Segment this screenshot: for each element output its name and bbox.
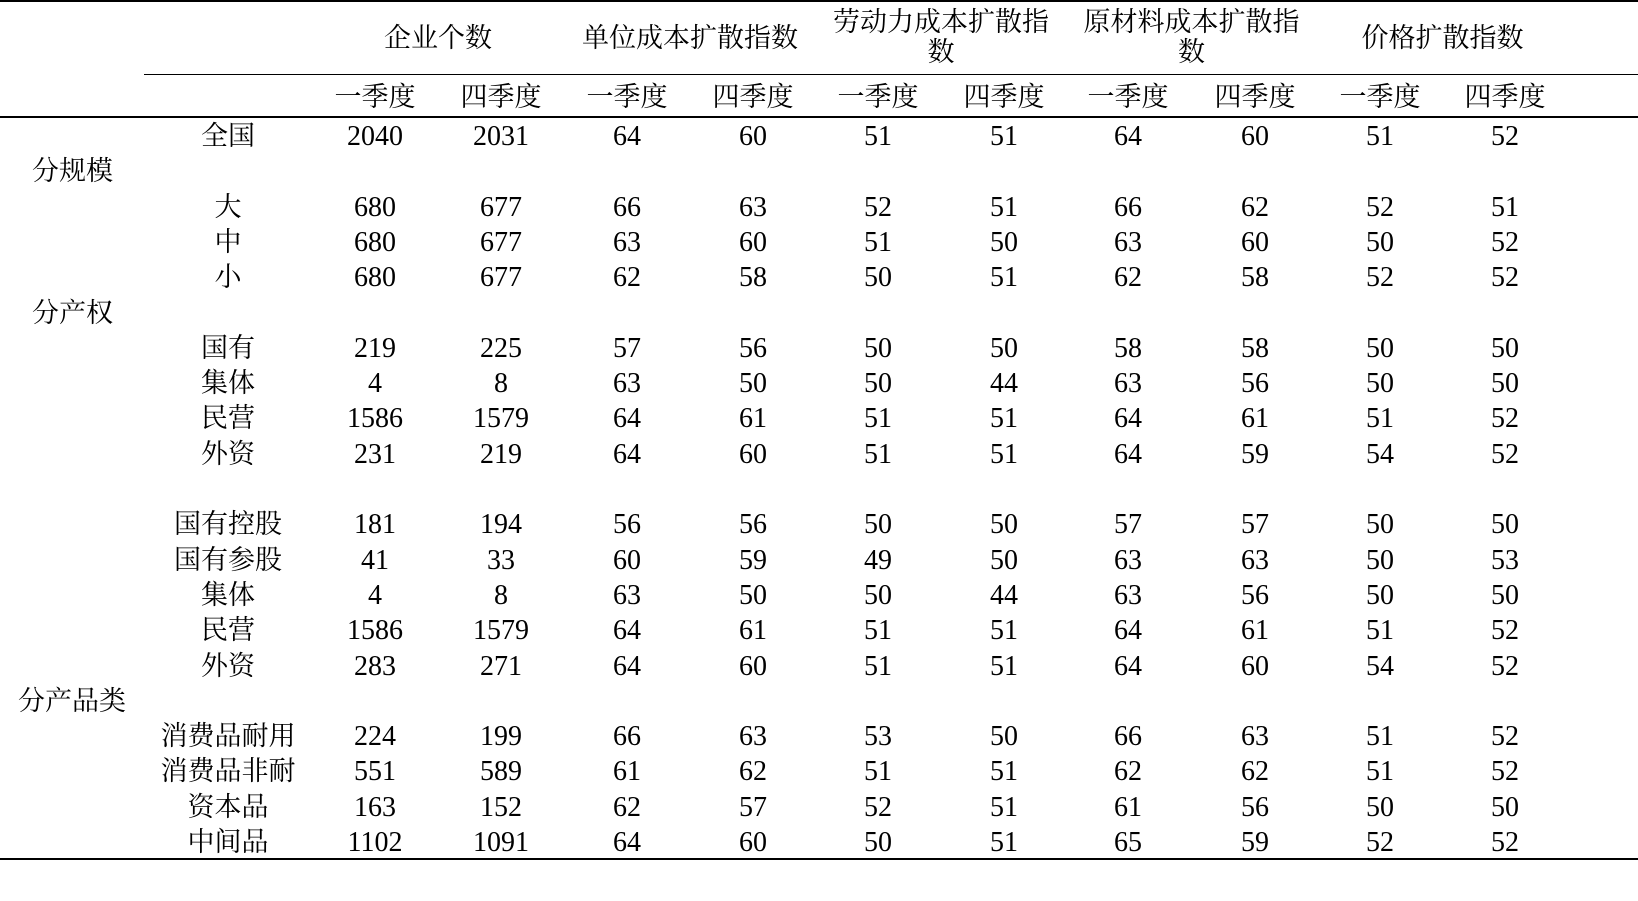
table-cell: 51 <box>864 756 892 788</box>
column-group-header <box>308 24 568 54</box>
table-cell: 1102 <box>347 827 403 858</box>
table-cell: 677 <box>480 262 522 294</box>
table-cell: 181 <box>354 509 396 541</box>
table-cell: 56 <box>1241 579 1269 611</box>
table-cell: 51 <box>990 191 1018 223</box>
table-cell: 49 <box>864 544 892 576</box>
row-label: 大 <box>214 191 242 223</box>
table-cell: 54 <box>1366 650 1394 682</box>
table-cell: 61 <box>739 615 767 647</box>
table-cell: 50 <box>739 579 767 611</box>
table-cell: 50 <box>1366 544 1394 576</box>
table-cell: 61 <box>739 403 767 435</box>
table-cell: 60 <box>739 650 767 682</box>
table-cell: 63 <box>1241 721 1269 753</box>
table-cell: 194 <box>480 509 522 541</box>
table-cell: 53 <box>864 721 892 753</box>
table-cell: 271 <box>480 650 522 682</box>
table-cell: 680 <box>354 191 396 223</box>
table-cell: 1586 <box>347 403 403 435</box>
table-cell: 2040 <box>347 121 403 152</box>
table-cell: 1579 <box>473 403 529 435</box>
table-cell: 50 <box>739 368 767 400</box>
table-cell: 231 <box>354 438 396 470</box>
table-cell: 60 <box>739 827 767 858</box>
table-cell: 60 <box>739 121 767 152</box>
column-group-header-line: 价格扩散指数 <box>1361 23 1524 54</box>
table-cell: 50 <box>990 544 1018 576</box>
table-cell: 163 <box>354 791 396 823</box>
table-cell: 50 <box>1366 509 1394 541</box>
column-subheader: 一季度 <box>334 82 416 113</box>
table-cell: 50 <box>1491 509 1519 541</box>
table-cell: 60 <box>1241 121 1269 152</box>
table-cell: 57 <box>1241 509 1269 541</box>
table-cell: 44 <box>990 579 1018 611</box>
table-cell: 51 <box>990 615 1018 647</box>
table-cell: 66 <box>1114 721 1142 753</box>
table-cell: 44 <box>990 368 1018 400</box>
table-cell: 50 <box>1366 368 1394 400</box>
table-cell: 1091 <box>473 827 529 858</box>
column-subheader: 四季度 <box>1464 82 1546 113</box>
row-label: 小 <box>214 262 242 294</box>
table-cell: 52 <box>1366 262 1394 294</box>
table-cell: 50 <box>990 509 1018 541</box>
table-cell: 677 <box>480 191 522 223</box>
table-cell: 64 <box>1114 403 1142 435</box>
table-cell: 50 <box>1366 579 1394 611</box>
column-subheader: 一季度 <box>586 82 668 113</box>
table-cell: 589 <box>480 756 522 788</box>
table-cell: 52 <box>1491 827 1519 858</box>
table-cell: 56 <box>1241 791 1269 823</box>
table-cell: 52 <box>1491 226 1519 258</box>
column-subheader: 一季度 <box>1339 82 1421 113</box>
table-cell: 50 <box>864 509 892 541</box>
table-cell: 52 <box>864 191 892 223</box>
table-cell: 60 <box>1241 650 1269 682</box>
table-cell: 51 <box>990 262 1018 294</box>
table-cell: 63 <box>613 226 641 258</box>
table-cell: 61 <box>613 756 641 788</box>
table-cell: 64 <box>613 121 641 152</box>
table-cell: 64 <box>613 650 641 682</box>
row-label: 国有 <box>201 332 255 364</box>
table-cell: 64 <box>1114 615 1142 647</box>
row-label: 资本品 <box>187 791 269 823</box>
table-cell: 60 <box>1241 226 1269 258</box>
column-subheader: 一季度 <box>837 82 919 113</box>
table-cell: 54 <box>1366 438 1394 470</box>
table-cell: 51 <box>990 791 1018 823</box>
table-cell: 64 <box>1114 121 1142 152</box>
table-cell: 51 <box>864 403 892 435</box>
table-cell: 62 <box>613 262 641 294</box>
table-cell: 52 <box>1491 756 1519 788</box>
table-cell: 61 <box>1114 791 1142 823</box>
table-cell: 60 <box>739 438 767 470</box>
table-cell: 52 <box>1491 121 1519 152</box>
table-cell: 63 <box>1114 226 1142 258</box>
table-cell: 63 <box>613 579 641 611</box>
table-cell: 62 <box>1241 191 1269 223</box>
table-cell: 50 <box>864 332 892 364</box>
table-cell: 62 <box>1114 262 1142 294</box>
table-cell: 677 <box>480 226 522 258</box>
table-cell: 64 <box>1114 650 1142 682</box>
row-label: 外资 <box>201 650 255 682</box>
table-cell: 62 <box>739 756 767 788</box>
table-cell: 52 <box>1491 650 1519 682</box>
table-cell: 50 <box>1366 332 1394 364</box>
table-cell: 680 <box>354 226 396 258</box>
table-cell: 59 <box>1241 827 1269 858</box>
table-cell: 50 <box>864 827 892 858</box>
table-cell: 66 <box>613 191 641 223</box>
table-cell: 61 <box>1241 615 1269 647</box>
table-cell: 51 <box>1366 121 1394 152</box>
table-cell: 53 <box>1491 544 1519 576</box>
table-cell: 63 <box>1241 544 1269 576</box>
table-cell: 57 <box>1114 509 1142 541</box>
table-cell: 58 <box>1241 262 1269 294</box>
row-label: 消费品非耐 <box>160 756 296 788</box>
table-cell: 52 <box>1491 721 1519 753</box>
row-label: 民营 <box>201 403 255 435</box>
table-cell: 56 <box>739 332 767 364</box>
table-cell: 680 <box>354 262 396 294</box>
column-subheader: 四季度 <box>712 82 794 113</box>
row-label: 全国 <box>201 121 255 152</box>
column-group-header <box>1062 8 1322 68</box>
column-subheader: 一季度 <box>1087 82 1169 113</box>
table-cell: 219 <box>354 332 396 364</box>
column-group-header-line: 原材料成本扩散指 <box>1083 7 1300 38</box>
row-group-label: 分规模 <box>32 156 113 188</box>
table-cell: 50 <box>1491 791 1519 823</box>
table-cell: 64 <box>613 615 641 647</box>
table-cell: 56 <box>1241 368 1269 400</box>
row-label: 民营 <box>201 615 255 647</box>
table-cell: 57 <box>739 791 767 823</box>
table-cell: 63 <box>739 191 767 223</box>
table-cell: 1579 <box>473 615 529 647</box>
table-cell: 51 <box>864 438 892 470</box>
table-cell: 52 <box>1366 827 1394 858</box>
table-cell: 50 <box>1491 368 1519 400</box>
table-cell: 56 <box>739 509 767 541</box>
table-cell: 41 <box>361 544 389 576</box>
bottom-rule <box>0 858 1638 860</box>
table-cell: 52 <box>1491 262 1519 294</box>
table-cell: 4 <box>368 368 382 400</box>
table-cell: 50 <box>1366 791 1394 823</box>
table-cell: 283 <box>354 650 396 682</box>
table-cell: 50 <box>1491 332 1519 364</box>
column-subheader: 四季度 <box>963 82 1045 113</box>
table-cell: 61 <box>1241 403 1269 435</box>
column-group-header-line: 企业个数 <box>384 23 492 54</box>
table-cell: 1586 <box>347 615 403 647</box>
row-label: 中 <box>214 226 242 258</box>
table-cell: 63 <box>1114 368 1142 400</box>
table-cell: 51 <box>1366 721 1394 753</box>
table-cell: 50 <box>990 226 1018 258</box>
table-cell: 52 <box>864 791 892 823</box>
table-cell: 2031 <box>473 121 529 152</box>
row-group-label: 分产品类 <box>18 685 126 717</box>
table-cell: 50 <box>990 721 1018 753</box>
table-cell: 50 <box>990 332 1018 364</box>
table-cell: 51 <box>864 650 892 682</box>
table-cell: 219 <box>480 438 522 470</box>
table-cell: 51 <box>990 650 1018 682</box>
table-cell: 51 <box>990 438 1018 470</box>
table-cell: 51 <box>990 827 1018 858</box>
table-cell: 51 <box>1366 615 1394 647</box>
column-group-header-line: 数 <box>927 37 955 68</box>
column-group-header <box>560 24 820 54</box>
row-label: 中间品 <box>187 827 269 858</box>
table-cell: 51 <box>864 615 892 647</box>
table-cell: 52 <box>1366 191 1394 223</box>
table-cell: 64 <box>1114 438 1142 470</box>
column-group-header <box>1313 24 1573 54</box>
table-cell: 51 <box>864 226 892 258</box>
table-cell: 64 <box>613 438 641 470</box>
top-rule <box>0 0 1638 2</box>
table-cell: 50 <box>1366 226 1394 258</box>
table-cell: 62 <box>1241 756 1269 788</box>
table-cell: 50 <box>1491 579 1519 611</box>
row-label: 国有控股 <box>174 509 282 541</box>
table-cell: 52 <box>1491 403 1519 435</box>
table-cell: 51 <box>990 121 1018 152</box>
table-cell: 51 <box>1366 403 1394 435</box>
table-cell: 199 <box>480 721 522 753</box>
column-group-header-line: 数 <box>1178 37 1205 68</box>
table-cell: 56 <box>613 509 641 541</box>
table-cell: 66 <box>1114 191 1142 223</box>
table-cell: 8 <box>494 579 508 611</box>
table-cell: 60 <box>613 544 641 576</box>
table-cell: 58 <box>1241 332 1269 364</box>
column-group-header-line: 劳动力成本扩散指 <box>833 7 1049 38</box>
table-cell: 66 <box>613 721 641 753</box>
table-cell: 224 <box>354 721 396 753</box>
header-mid-rule <box>144 74 1638 75</box>
table-cell: 51 <box>864 121 892 152</box>
table-cell: 63 <box>739 721 767 753</box>
table-cell: 58 <box>1114 332 1142 364</box>
table-cell: 62 <box>613 791 641 823</box>
row-label: 国有参股 <box>174 544 282 576</box>
row-label: 外资 <box>201 438 255 470</box>
table-cell: 51 <box>990 756 1018 788</box>
table-cell: 62 <box>1114 756 1142 788</box>
header-bottom-rule <box>0 116 1638 118</box>
column-subheader: 四季度 <box>460 82 542 113</box>
table-cell: 50 <box>864 368 892 400</box>
table-cell: 64 <box>613 827 641 858</box>
table-cell: 63 <box>613 368 641 400</box>
row-label: 集体 <box>201 368 255 400</box>
table-cell: 58 <box>739 262 767 294</box>
table-cell: 4 <box>368 579 382 611</box>
column-group-header <box>811 8 1071 68</box>
table-cell: 52 <box>1491 438 1519 470</box>
table-cell: 152 <box>480 791 522 823</box>
column-subheader: 四季度 <box>1214 82 1296 113</box>
column-group-header-line: 单位成本扩散指数 <box>582 23 798 54</box>
table-cell: 551 <box>354 756 396 788</box>
table-cell: 63 <box>1114 579 1142 611</box>
row-label: 集体 <box>201 579 255 611</box>
table-cell: 59 <box>739 544 767 576</box>
table-cell: 50 <box>864 579 892 611</box>
table-cell: 60 <box>739 226 767 258</box>
row-label: 消费品耐用 <box>160 721 296 753</box>
table-cell: 52 <box>1491 615 1519 647</box>
table-cell: 51 <box>990 403 1018 435</box>
table-cell: 65 <box>1114 827 1142 858</box>
table-cell: 59 <box>1241 438 1269 470</box>
table-cell: 50 <box>864 262 892 294</box>
table-cell: 33 <box>487 544 515 576</box>
table-cell: 57 <box>613 332 641 364</box>
table-cell: 8 <box>494 368 508 400</box>
row-group-label: 分产权 <box>32 297 113 329</box>
table-cell: 225 <box>480 332 522 364</box>
table-cell: 51 <box>1366 756 1394 788</box>
table-cell: 63 <box>1114 544 1142 576</box>
table-cell: 64 <box>613 403 641 435</box>
table-cell: 51 <box>1491 191 1519 223</box>
